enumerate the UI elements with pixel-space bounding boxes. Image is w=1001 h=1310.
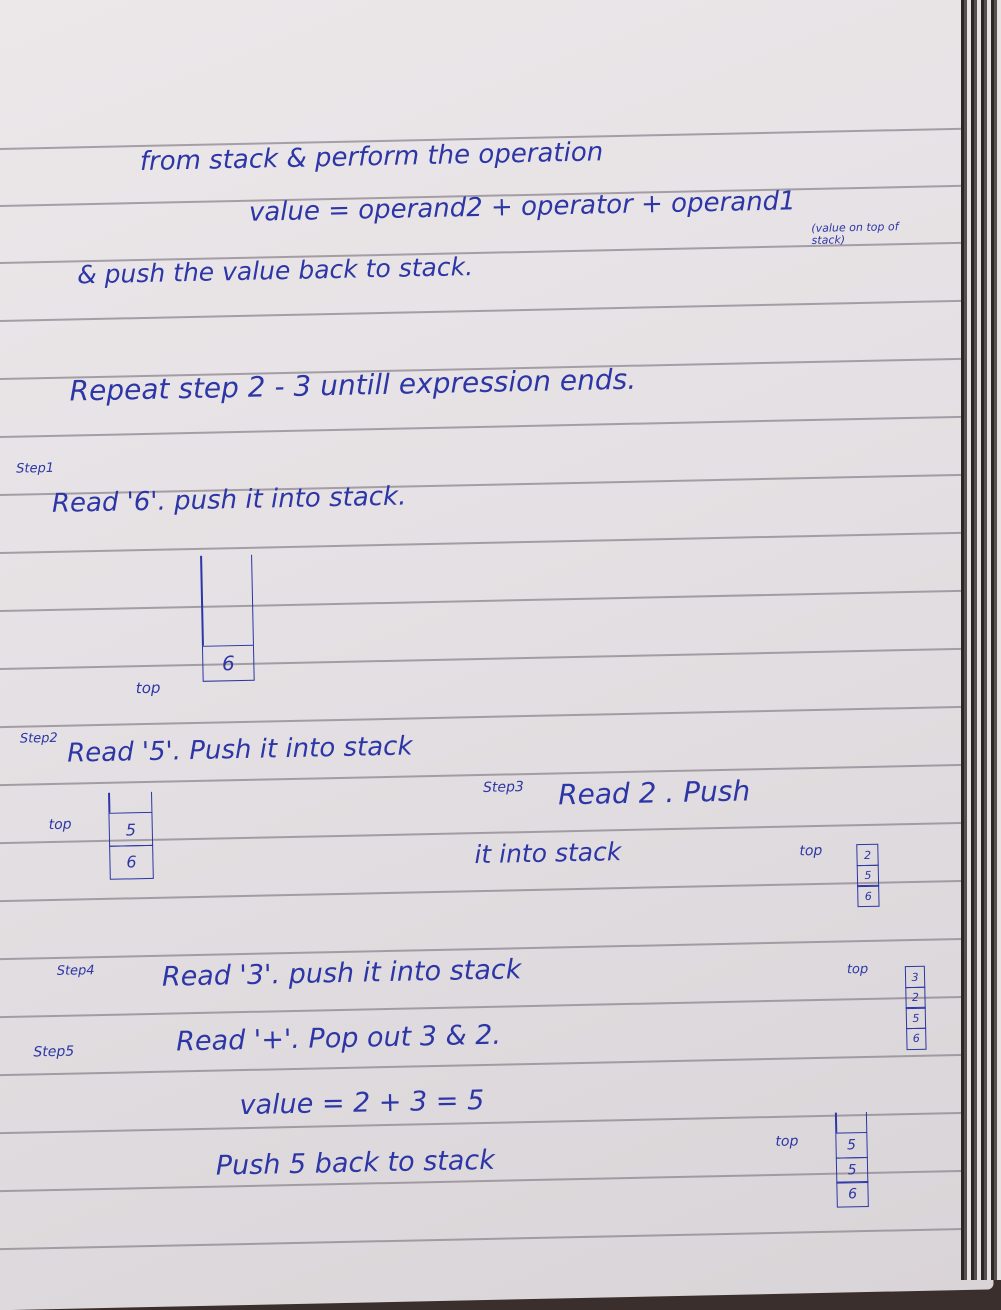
step-3-text-b: it into stack: [474, 837, 622, 870]
stack-cell: 6: [836, 1181, 869, 1208]
step-4-label: Step4: [56, 963, 95, 979]
stack-wall-left: [200, 556, 203, 646]
stack-wall-right: [151, 792, 153, 812]
stack-1: [200, 555, 255, 682]
step-2-label: Step2: [19, 730, 58, 747]
step-1-text: Read '6'. push it into stack.: [51, 481, 407, 519]
stack-wall-left: [835, 1113, 837, 1133]
stack-4-top-label: top: [846, 961, 869, 978]
line-value-formula: value = operand2 + operator + operand1: [248, 186, 796, 228]
line-from-stack: from stack & perform the operation: [139, 137, 604, 178]
step-5-text-c: Push 5 back to stack: [215, 1144, 496, 1182]
step-2-text: Read '5'. Push it into stack: [66, 731, 413, 769]
stack-cell: 3: [905, 966, 925, 988]
stack-cell: 5: [857, 864, 879, 886]
stack-5: [835, 1112, 869, 1208]
stack-1-top-label: top: [135, 678, 161, 698]
stack-wall-left: [108, 793, 110, 813]
step-5-label: Step5: [33, 1043, 75, 1061]
ruled-lines: [0, 0, 966, 1]
line-repeat: Repeat step 2 - 3 untill expression ends.: [69, 362, 637, 408]
stack-2: [108, 792, 154, 879]
stack-cell: 2: [905, 986, 925, 1008]
step-1-label: Step1: [16, 460, 55, 477]
stack-cell: 6: [109, 844, 154, 879]
stack-cell: 6: [202, 645, 255, 682]
stack-3-top-label: top: [799, 842, 823, 860]
stack-cell: 5: [835, 1132, 868, 1159]
stack-cell: 5: [108, 812, 153, 847]
note-value-on-top: (value on top of stack): [811, 220, 899, 247]
step-3-text-a: Read 2 . Push: [557, 774, 751, 812]
stack-5-top-label: top: [775, 1133, 799, 1150]
stack-walls: [835, 1112, 867, 1133]
step-5-text-b: value = 2 + 3 = 5: [239, 1085, 485, 1122]
stack-3: [856, 844, 879, 907]
stack-cell: 5: [906, 1007, 926, 1029]
stack-walls: [200, 555, 254, 646]
stack-wall-right: [251, 555, 254, 645]
stack-cell: 6: [906, 1027, 926, 1049]
step-5-text-a: Read '+'. Pop out 3 & 2.: [175, 1019, 502, 1058]
step-3-label: Step3: [482, 779, 524, 796]
notebook-spine: [961, 0, 1001, 1280]
stack-walls: [108, 792, 152, 813]
stack-cell: 6: [857, 885, 879, 907]
stack-cell: 2: [856, 844, 878, 866]
stack-2-top-label: top: [48, 816, 72, 834]
stack-4: [905, 966, 927, 1050]
line-push-back: & push the value back to stack.: [76, 252, 474, 290]
stack-cell: 5: [836, 1156, 869, 1183]
step-4-text: Read '3'. push it into stack: [161, 954, 522, 993]
